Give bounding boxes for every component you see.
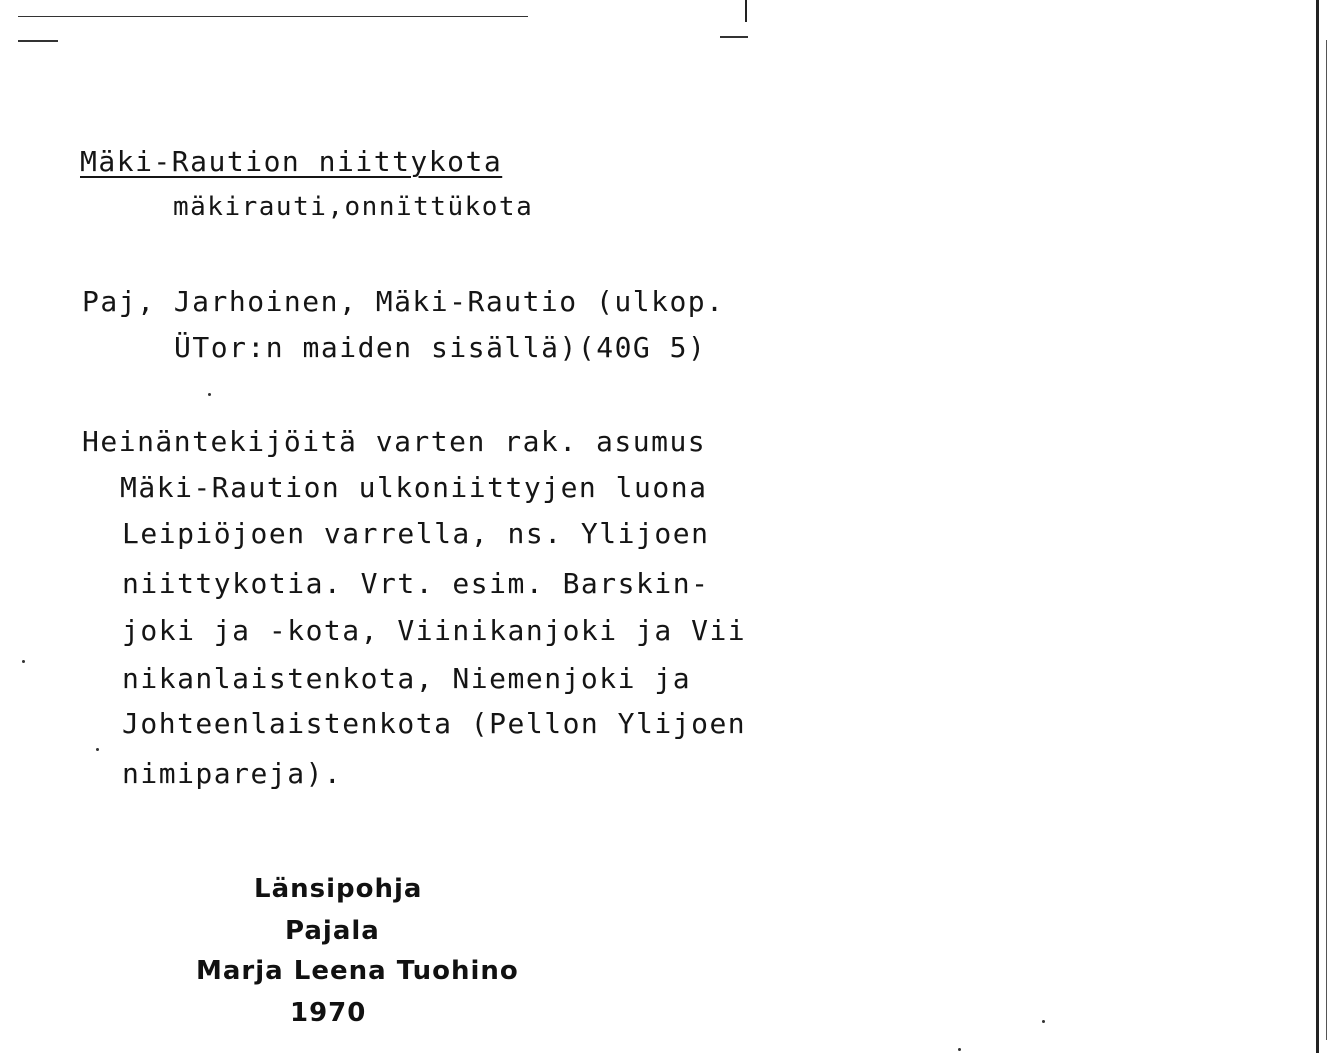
description-line: niittykotia. Vrt. esim. Barskin- (122, 567, 710, 600)
scan-speck (22, 660, 25, 663)
card-right-edge (1316, 0, 1319, 1053)
description-line: Leipiöjoen varrella, ns. Ylijoen (122, 517, 710, 550)
stamp-region: Länsipohja (254, 874, 423, 904)
scan-artifact-top-dash-right (720, 36, 748, 38)
phonetic-transcription: mäkirauti,onnïttükota (173, 192, 534, 222)
card-right-edge-inner (1326, 40, 1327, 1040)
source-line-1: Paj, Jarhoinen, Mäki-Rautio (ulkop. (82, 285, 725, 318)
scan-speck (96, 748, 99, 751)
scan-speck (1042, 1020, 1045, 1023)
stamp-collector: Marja Leena Tuohino (196, 956, 519, 986)
scan-artifact-top-line (18, 16, 528, 17)
scan-artifact-tick (745, 0, 747, 22)
description-line: Johteenlaistenkota (Pellon Ylijoen (122, 707, 747, 740)
description-line: nimipareja). (122, 757, 343, 790)
description-line: Mäki-Raution ulkoniittyjen luona (120, 471, 708, 504)
scan-speck (958, 1048, 961, 1051)
stamp-parish: Pajala (285, 916, 380, 946)
scan-speck (208, 393, 211, 396)
description-line: nikanlaistenkota, Niemenjoki ja (122, 662, 692, 695)
stamp-year: 1970 (290, 998, 367, 1028)
description-line: Heinäntekijöitä varten rak. asumus (82, 425, 707, 458)
source-line-2: ÜTor:n maiden sisällä)(40G 5) (174, 331, 707, 364)
description-line: joki ja -kota, Viinikanjoki ja Vii (122, 614, 747, 647)
card-heading: Mäki-Raution niittykota (80, 145, 503, 178)
scan-artifact-top-dash (18, 40, 58, 42)
